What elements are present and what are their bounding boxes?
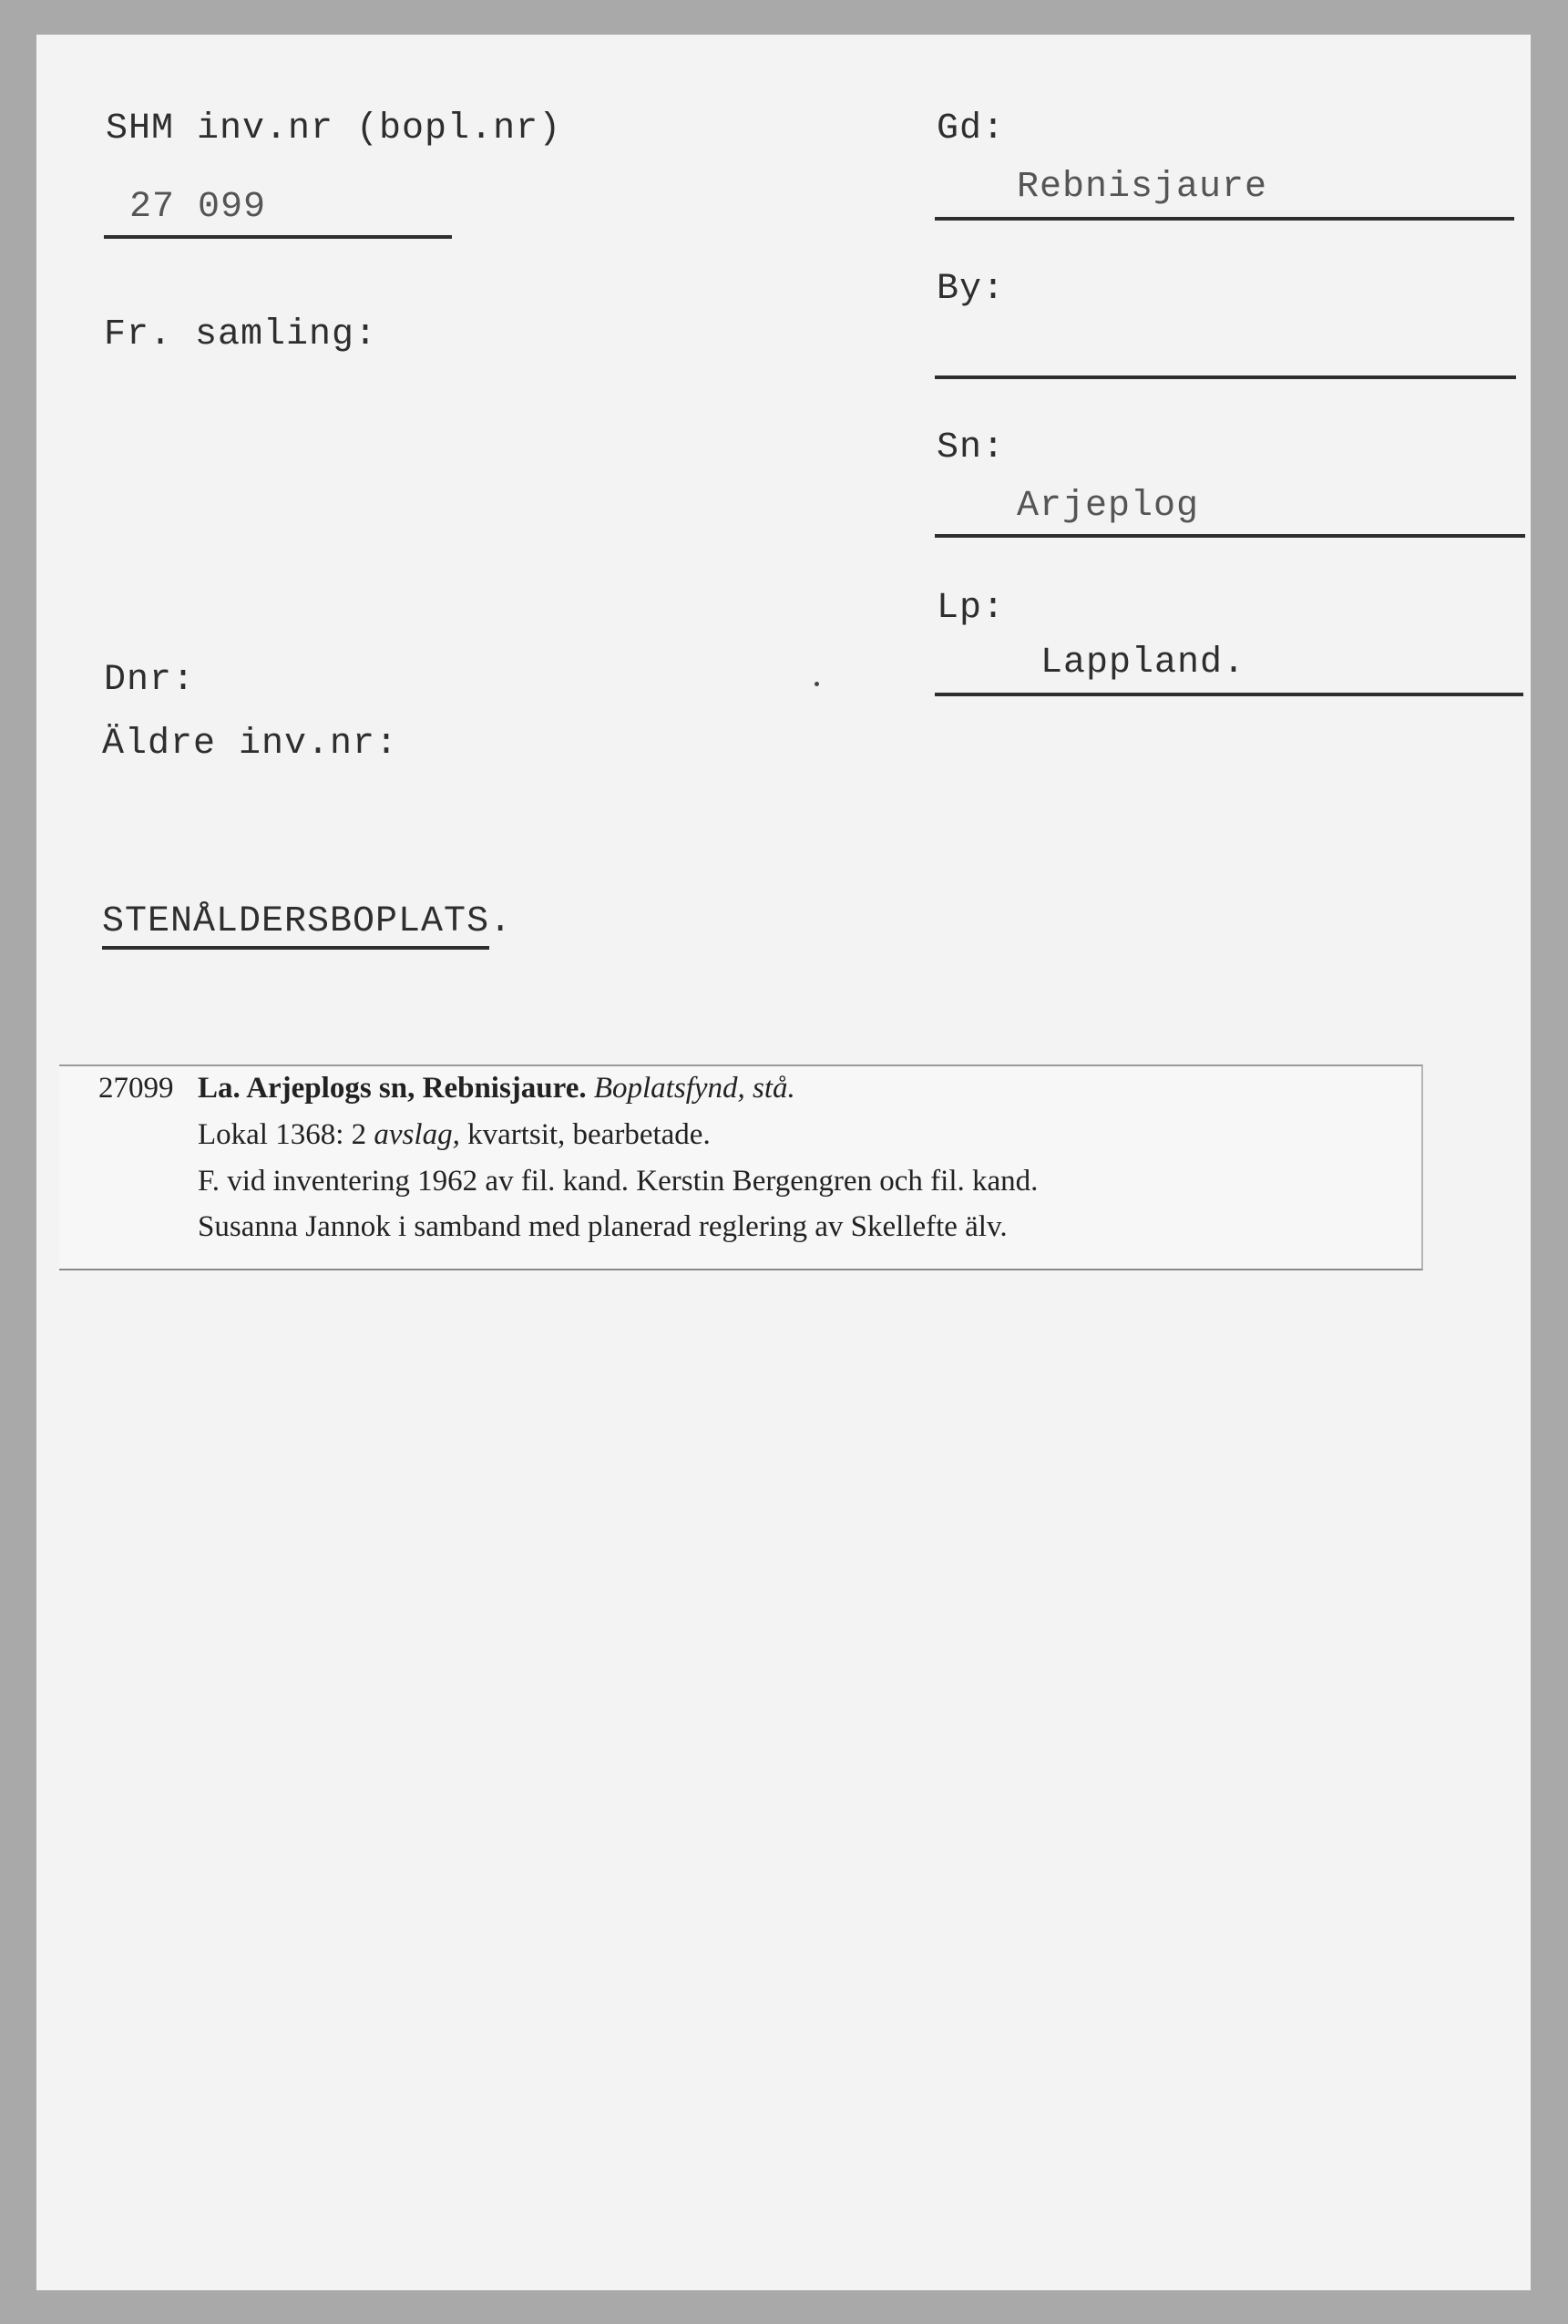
slip-line-3: F. vid inventering 1962 av fil. kand. Kerstin Bergengren och fil. kand.: [198, 1165, 1039, 1198]
site-type-heading: [102, 901, 513, 942]
dnr-label: Dnr:: [104, 660, 196, 701]
site-type-text: STENÅLDERSBOPLATS: [102, 901, 489, 950]
slip-line-2-italic: avslag,: [374, 1118, 460, 1151]
by-label: By:: [937, 269, 1006, 310]
sn-underline: [935, 534, 1525, 538]
slip-line-1: [198, 1074, 795, 1104]
fr-samling-label: Fr. samling:: [104, 314, 378, 355]
sn-value: Arjeplog: [1017, 486, 1200, 527]
slip-locality: La. Arjeplogs sn, Rebnisjaure.: [198, 1072, 587, 1105]
slip-line-2: [198, 1120, 711, 1150]
slip-line-4: Susanna Jannok i samband med planerad reglering av Skellefte älv.: [198, 1210, 1008, 1243]
slip-find-type: Boplatsfynd, stå.: [593, 1072, 795, 1105]
lp-underline: [935, 693, 1523, 696]
inv-nr-label: SHM inv.nr (bopl.nr): [106, 108, 562, 149]
lp-value: Lappland.: [1040, 643, 1246, 684]
aldre-inv-nr-label: Äldre inv.nr:: [102, 724, 399, 765]
site-type-suffix: .: [489, 901, 513, 942]
lp-label: Lp:: [937, 588, 1006, 629]
slip-line-2b: kvartsit, bearbetade.: [459, 1118, 711, 1151]
stray-dot: [815, 682, 819, 686]
slip-line-2a: Lokal 1368: 2: [198, 1118, 374, 1151]
slip-number: 27099: [98, 1072, 174, 1105]
sn-label: Sn:: [937, 427, 1006, 468]
inv-nr-value: 27 099: [129, 187, 267, 228]
by-underline: [935, 375, 1516, 379]
gd-value: Rebnisjaure: [1017, 167, 1268, 208]
inv-nr-underline: [104, 235, 452, 239]
gd-label: Gd:: [937, 108, 1006, 149]
gd-underline: [935, 217, 1514, 221]
